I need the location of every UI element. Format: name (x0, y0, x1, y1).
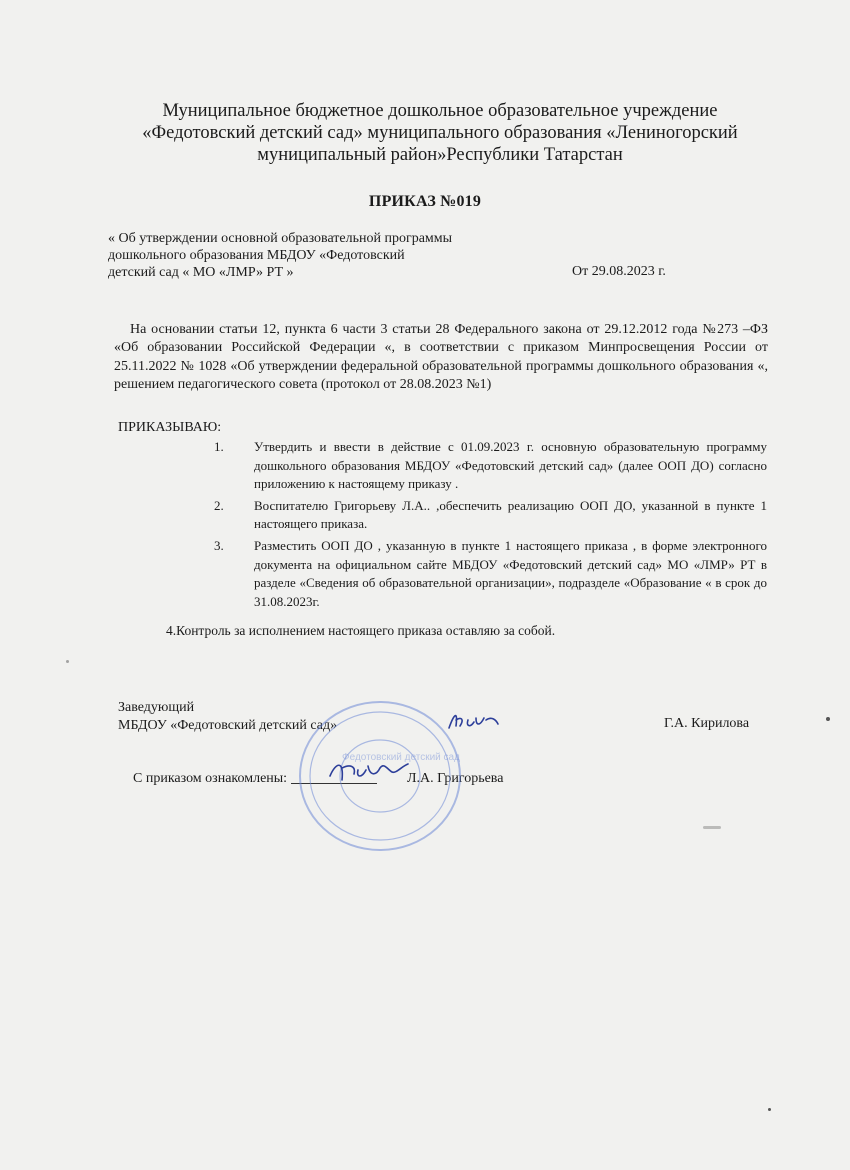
head-name: Г.А. Кирилова (664, 716, 750, 731)
scan-speck (703, 826, 721, 829)
subject-line-2: дошкольного образования МБДОУ «Федотовский (108, 248, 405, 263)
organization-line-2: «Федотовский детский сад» муниципального образования «Лениногорский (142, 123, 738, 143)
head-position-line-2: МБДОУ «Федотовский детский сад» (118, 718, 338, 733)
basis-paragraph (114, 321, 768, 395)
order-title: ПРИКАЗ №019 (368, 193, 482, 210)
item-number: 1. (214, 439, 224, 454)
order-word: ПРИКАЗЫВАЮ: (118, 420, 222, 435)
order-items-list (214, 438, 767, 614)
list-item (214, 537, 767, 611)
control-clause: 4.Контроль за исполнением настоящего приказа оставляю за собой. (166, 623, 556, 638)
organization-line-1: Муниципальное бюджетное дошкольное образовательное учреждение (162, 101, 718, 121)
organization-line-3: муниципальный район»Республики Татарстан (257, 145, 623, 165)
list-item (214, 438, 767, 494)
item-text: Разместить ООП ДО , указанную в пункте 1 настоящего приказа , в форме электронного документа на официальном сайте МБДОУ «Федотовский детский сад» МО «ЛМР» РТ в разделе «Сведения об образовательной организации», подразделе «Образование « в срок до 31.08.2023г. (254, 537, 767, 609)
basis-text: На основании статьи 12, пункта 6 части 3 статьи 28 Федерального закона от 29.12.2012 года №273 –ФЗ «Об образовании Российской Федерации «, в соответствии с приказом Минпросвещения России от 25.11.2022 № 1028 «Об утверждении федеральной образовательной программы дошкольного образования «, решением педагогического совета (протокол от 28.08.2023 №1) (114, 322, 768, 393)
item-text: Воспитателю Григорьеву Л.А.. ,обеспечить реализацию ООП ДО, указанной в пункте 1 настоящего приказа. (254, 497, 767, 532)
acknowledgement-label: С приказом ознакомлены: (133, 771, 288, 786)
acknowledged-name: Л.А. Григорьева (407, 771, 504, 786)
item-number: 3. (214, 537, 224, 553)
item-text: Утвердить и ввести в действие с 01.09.2023 г. основную образовательную программу дошкольного образования МБДОУ «Федотовский детский сад» (далее ООП ДО) согласно приложению к настоящему приказу . (254, 439, 767, 492)
item-number: 2. (214, 497, 224, 513)
scan-speck (826, 717, 830, 721)
subject-line-3: детский сад « МО «ЛМР» РТ » (108, 265, 294, 280)
subject-line-1: « Об утверждении основной образовательной программы (108, 231, 453, 246)
list-item (214, 497, 767, 534)
scan-speck (66, 660, 69, 663)
stamp-text: Федотовский детский сад (342, 752, 460, 763)
order-date: От 29.08.2023 г. (572, 264, 666, 279)
scan-speck (768, 1108, 771, 1111)
organization-header (100, 100, 780, 166)
head-signature (446, 706, 502, 736)
order-subject (108, 230, 452, 281)
head-position-line-1: Заведующий (118, 700, 195, 715)
acknowledgement-signature (326, 756, 412, 788)
